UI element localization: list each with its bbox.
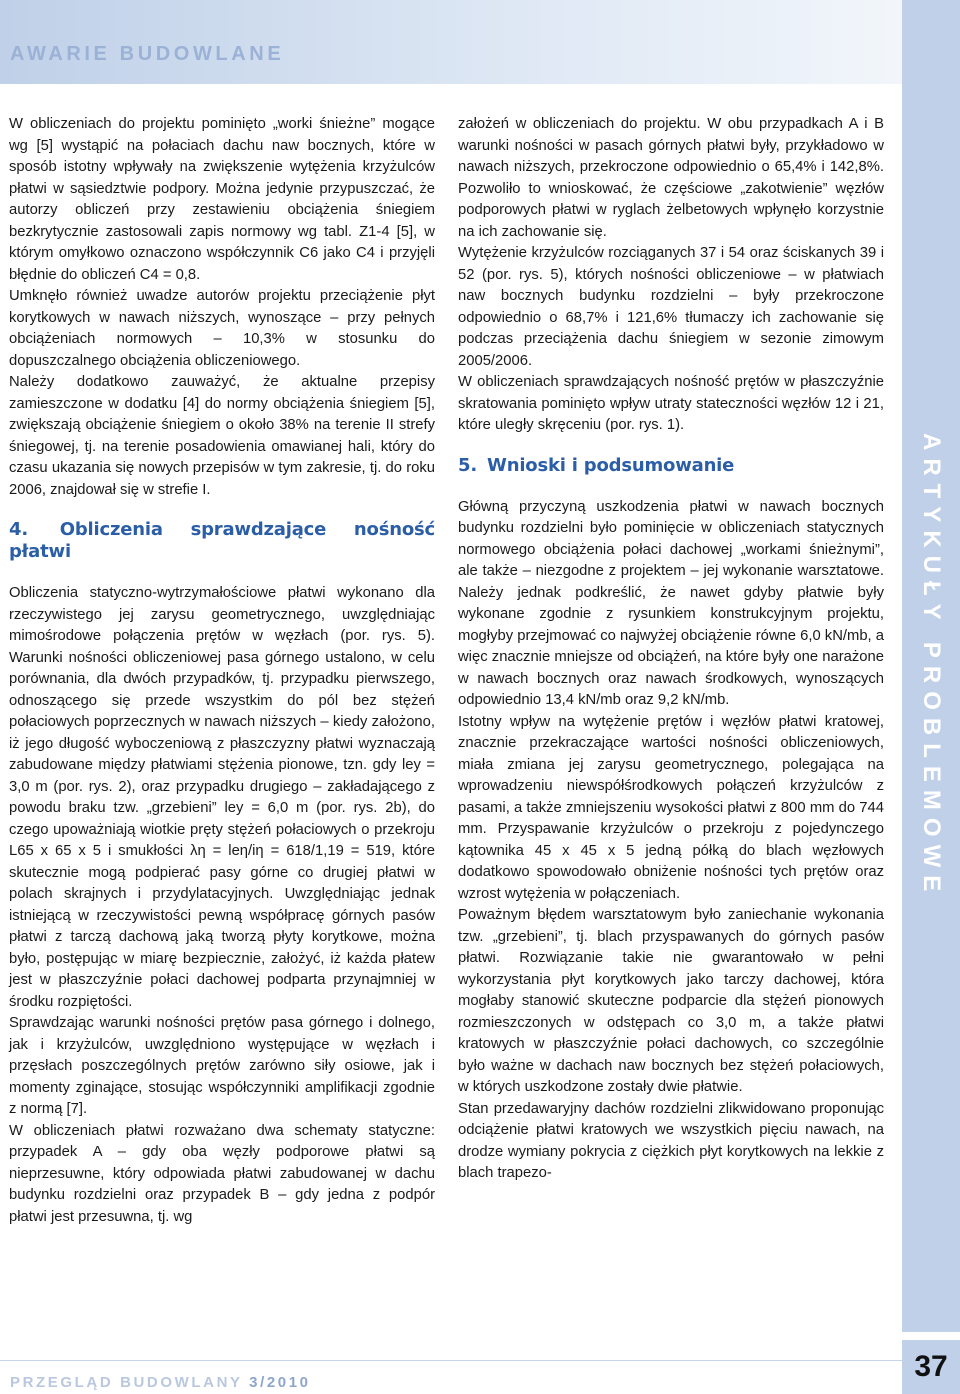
- sidebar-label: ARTYKUŁY PROBLEMOWE: [918, 432, 945, 900]
- section-heading-text: Obliczenia sprawdzające nośność płatwi: [9, 519, 435, 562]
- section-title: AWARIE BUDOWLANE: [10, 43, 285, 65]
- paragraph: Istotny wpływ na wytężenie prętów i węzłów płatwi kratowej, znacznie przekraczające wartości nośności obliczeniowych, miała zmiana jej zarysu geometrycznego, polegająca na wprowadzeniu niewspółśrodkowych połączeń krzyżulców z pasami, a także zmniejszeniu wysokości płatwi z 800 mm do 744 mm. Przyspawanie krzyżulców o przekroju z pojedynczego kątownika 45 x 45 x 5 jedną półką do blach węzłowych dodatkowo spowodowało obniżenie nośności tych prętów oraz wzrost wytężenia w połączeniach.: [458, 713, 884, 902]
- section-heading: [9, 519, 435, 563]
- sidebar-band: [902, 0, 960, 1332]
- section-number: 4.: [9, 519, 28, 540]
- issue-number: 3/2010: [249, 1374, 311, 1391]
- paragraph: założeń w obliczeniach do projektu. W obu przypadkach A i B warunki nośności w pasach górnych płatwi były, przykładowo w nawach niższych, przekroczone odpowiednio o 65,4% i 142,8%. Pozwoliło to wnioskować, że częściowe „zakotwienie” węzłów podporowych płatwi w ryglach żelbetowych wpłynęło korzystnie na ich zachowanie się.: [458, 116, 884, 240]
- left-column: [9, 114, 435, 1228]
- footer-divider: [0, 1360, 902, 1361]
- page-number: 37: [902, 1340, 960, 1394]
- paragraph: Wytężenie krzyżulców rozciąganych 37 i 54 oraz ściskanych 39 i 52 (por. rys. 5), których nośności obliczeniowe – w płatwiach naw bocznych budynku rozdzielni – były przekroczone odpowiednio o 68,7% i 121,6% tłumaczy ich zachowanie się podczas przeciążenia dachu śniegiem w sezonie zimowym 2005/2006.: [458, 245, 884, 369]
- paragraph: Umknęło również uwadze autorów projektu przeciążenie płyt korytkowych w nawach niższych, wynoszące – przy pełnych obciążeniach normowych – 10,3% w stosunku do dopuszczalnego obciążenia obliczeniowego.: [9, 288, 435, 369]
- paragraph: Główną przyczyną uszkodzenia płatwi w nawach bocznych budynku rozdzielni było pominięcie w obliczeniach statycznych normowego obciążenia połaci dachowej „workami śnieżnymi”, ale także – niezgodne z projektem – jej wykonanie warsztatowe. Należy jednak podkreślić, że nawet gdyby płatwie były wykonane zgodnie z rysunkiem konstrukcyjnym projektu, mogłyby przejmować co najwyżej obciążenie równe 6,0 kN/mb, a więc znacznie mniejsze od obciążeń, na które były one narażone w nawach bocznych oraz nawach środkowych, wynoszących odpowiednio 13,4 kN/mb oraz 9,2 kN/mb.: [458, 498, 885, 708]
- section-heading-text: Wnioski i podsumowanie: [487, 454, 735, 476]
- paragraph: Sprawdzając warunki nośności prętów pasa górnego i dolnego, jak i krzyżulców, uwzględniono występujące w węzłach i przęsłach poszczególnych prętów zarówno siły osiowe, jak i momenty zginające, stosując współczynniki amplifikacji zgodnie z normą [7].: [9, 1015, 435, 1117]
- section-heading: [458, 455, 884, 477]
- paragraph: W obliczeniach sprawdzających nośność prętów w płaszczyźnie skratowania pominięto wpływ utraty stateczności węzłów 12 i 21, które uległy skręceniu (por. rys. 1).: [458, 374, 884, 433]
- paragraph: W obliczeniach do projektu pominięto „worki śnieżne” mogące wg [5] wystąpić na połaciach dachu naw bocznych, które w sposób istotny wpływały na zwiększenie wytężenia krzyżulców płatwi w sąsiedztwie podpory. Można jedynie przypuszczać, że autorzy obliczeń przy zestawieniu obciążenia śniegiem bezkrytycznie zastosowali zapis normowy wg tabl. Z1-4 [5], w którym omyłkowo oznaczono współczynnik C6 jako C4 i przyjęli błędnie do obliczeń C4 = 0,8.: [9, 116, 435, 283]
- page-footer: [0, 1360, 902, 1394]
- journal-title: [10, 1374, 311, 1391]
- section-header-bar: [0, 0, 902, 84]
- paragraph: Należy dodatkowo zauważyć, że aktualne przepisy zamieszczone w dodatku [4] do normy obciążenia śniegiem [5], zwiększają obciążenie śniegiem o około 38% na terenie II strefy śniegowej, tj. na terenie posadowienia omawianej hali, który do czasu ukazania się nowych przepisów w tym zakresie, tj. do roku 2006, znajdował się w strefie I.: [9, 374, 435, 498]
- paragraph: Obliczenia statyczno-wytrzymałościowe płatwi wykonano dla rzeczywistego jej zarysu geometrycznego, uwzględniając mimośrodowe połączenia prętów w węzłach (por. rys. 5). Warunki nośności obliczeniowej pasa górnego ustalono, w celu porównania, dla dwóch przypadków, tj. przypadku pierwszego, odnoszącego się przede wszystkim do pól bez stężeń połaciowych poprzecznych w nawach niższych – kiedy założono, iż jego długość wyboczeniową z płaszczyzny płatwi wyznaczają zabudowane między płatwiami stężenia pionowe, tzn. gdy ley = 3,0 m (por. rys. 2), oraz przypadku drugiego – zakładającego z powodu braku tzw. „grzebieni” ley = 6,0 m (por. rys. 2b), do czego upoważniają wiotkie pręty stężeń połaciowych o przekroju L65 x 65 x 5 i smukłości λη = leη/iη = 618/1,19 = 519, które skutecznie mogą podpierać pasy górne co drugiej płatwi w polach skrajnych i przydylatacyjnych. Uwzględniając jednak istniejącą w rzeczywistości pewną współpracę górnych pasów płatwi z tarczą dachową jaką tworzą płyty korytkowe, można było, postępując w miarę bezpiecznie, założyć, iż każda płatew jest w płaszczyźnie połaci dachowej podparta przynajmniej w środku rozpiętości.: [9, 585, 435, 1010]
- paragraph: Poważnym błędem warsztatowym było zaniechanie wykonania tzw. „grzebieni”, tj. blach przyspawanych do górnych pasów płatwi. Rozwiązanie takie nie gwarantowało w pełni wykorzystania płyt korytkowych jako tarczy dachowej, która mogłaby stanowić skuteczne podparcie dla stężeń pionowych rozmieszczonych w odstępach co 3,0 m, a także płatwi kratowych w płaszczyźnie połaci dachowych, co szczególnie było ważne w dachach naw bocznych bez stężeń połaciowych, w których uszkodzone zostały dwie płatwie.: [458, 907, 884, 1095]
- paragraph: Stan przedawaryjny dachów rozdzielni zlikwidowano proponując odciążenie płatwi kratowych we wszystkich pięciu nawach, na drodze wymiany pokrycia z ciężkich płyt korytkowych na lekkie z blach trapezo-: [458, 1100, 884, 1181]
- journal-name: PRZEGLĄD BUDOWLANY: [10, 1374, 243, 1391]
- right-column: [458, 114, 884, 1185]
- section-number: 5.: [458, 454, 477, 476]
- paragraph: W obliczeniach płatwi rozważano dwa schematy statyczne: przypadek A – gdy oba węzły podporowe płatwi są nieprzesuwne, który odpowiada płatwi zabudowanej w dachu budynku rozdzielni oraz przypadek B – gdy jedna z podpór płatwi jest przesuwna, tj. wg: [9, 1122, 435, 1225]
